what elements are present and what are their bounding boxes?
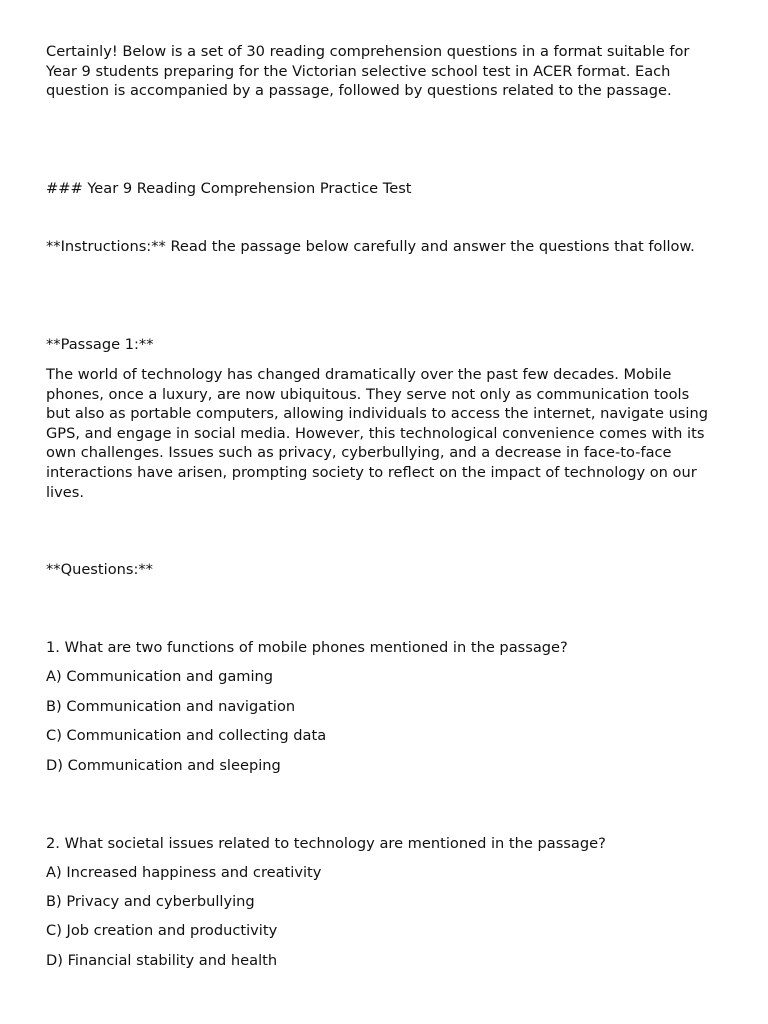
answer-option: D) Communication and sleeping bbox=[46, 757, 281, 774]
answer-option: C) Communication and collecting data bbox=[46, 727, 327, 744]
answer-option: C) Job creation and productivity bbox=[46, 922, 278, 939]
intro-paragraph: Certainly! Below is a set of 30 reading comprehension questions in a format suitable for Year 9 students preparing for the Victorian selective school test in ACER format. Each question is accompanied by a passage, followed by questions related to the passage. bbox=[46, 43, 690, 100]
passage-paragraph: The world of technology has changed dramatically over the past few decades. Mobile phones, once a luxury, are now ubiquitous. They serve not only as communication tools but also as portable computers, allowing individuals to access the internet, navigate using GPS, and engage in social media. However, this technological convenience comes with its own challenges. Issues such as privacy, cyberbullying, and a decrease in face-to-face interactions have arisen, prompting society to reflect on the impact of technology on our lives. bbox=[46, 366, 708, 501]
answer-option: D) Financial stability and health bbox=[46, 952, 278, 969]
question-prompt: 2. What societal issues related to technology are mentioned in the passage? bbox=[46, 835, 606, 852]
document-heading: ### Year 9 Reading Comprehension Practice Test bbox=[46, 180, 412, 197]
answer-option: A) Increased happiness and creativity bbox=[46, 864, 322, 881]
questions-label: **Questions:** bbox=[46, 561, 153, 578]
answer-option: B) Communication and navigation bbox=[46, 698, 296, 715]
question-prompt: 1. What are two functions of mobile phones mentioned in the passage? bbox=[46, 639, 568, 656]
answer-option: A) Communication and gaming bbox=[46, 668, 274, 685]
answer-option: B) Privacy and cyberbullying bbox=[46, 893, 255, 910]
passage-label: **Passage 1:** bbox=[46, 336, 154, 353]
instructions-paragraph: **Instructions:** Read the passage below carefully and answer the questions that follow. bbox=[46, 238, 695, 255]
